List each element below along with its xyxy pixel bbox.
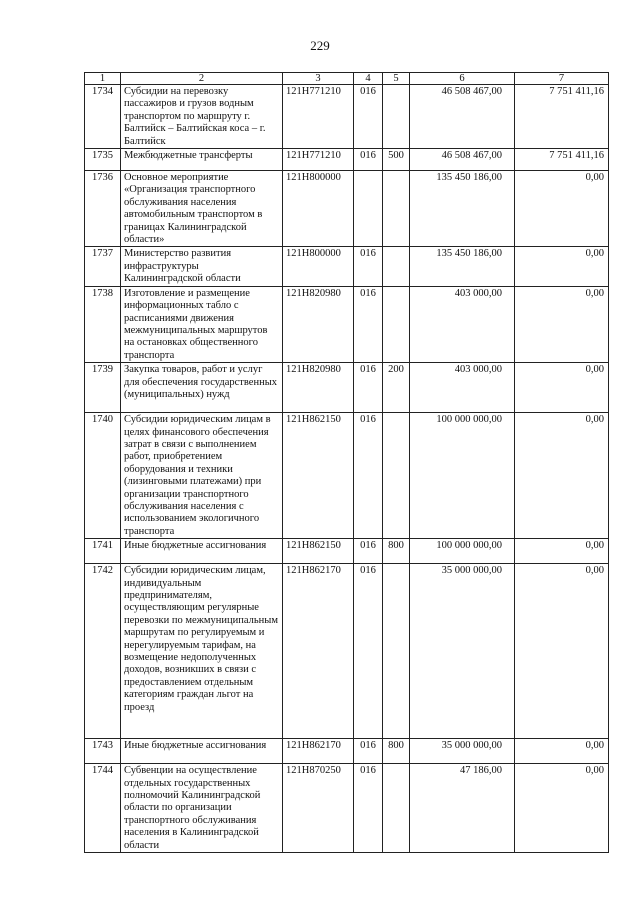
row-name: Иные бюджетные ассигнования — [121, 539, 283, 564]
row-code: 121Н862150 — [283, 539, 354, 564]
table-row — [85, 171, 609, 247]
row-code: 121Н862170 — [283, 739, 354, 764]
row-name: Иные бюджетные ассигнования — [121, 739, 283, 764]
row-name: Субсидии на перевозку пассажиров и грузов водным транспортом по маршруту г. Балтийск – Балтийская коса – г. Балтийск — [121, 85, 283, 149]
row-code: 121Н820980 — [283, 286, 354, 362]
row-ved: 016 — [354, 539, 383, 564]
row-number: 1740 — [85, 413, 121, 539]
row-ved: 016 — [354, 413, 383, 539]
row-vr — [383, 413, 410, 539]
row-sum-2022: 7 751 411,16 — [515, 85, 609, 149]
row-vr — [383, 85, 410, 149]
row-vr — [383, 564, 410, 739]
column-header: 2 — [121, 73, 283, 85]
table-row — [85, 85, 609, 149]
row-sum-2021: 403 000,00 — [410, 363, 515, 413]
column-header: 7 — [515, 73, 609, 85]
row-sum-2021: 135 450 186,00 — [410, 247, 515, 286]
page-number: 229 — [310, 38, 330, 53]
row-vr — [383, 247, 410, 286]
row-code: 121Н800000 — [283, 247, 354, 286]
row-number: 1743 — [85, 739, 121, 764]
row-sum-2021: 46 508 467,00 — [410, 149, 515, 171]
row-sum-2021: 35 000 000,00 — [410, 564, 515, 739]
row-vr: 800 — [383, 539, 410, 564]
row-number: 1738 — [85, 286, 121, 362]
row-name: Межбюджетные трансферты — [121, 149, 283, 171]
row-sum-2022: 0,00 — [515, 539, 609, 564]
table-row — [85, 539, 609, 564]
table-row — [85, 363, 609, 413]
row-number: 1736 — [85, 171, 121, 247]
row-sum-2021: 100 000 000,00 — [410, 539, 515, 564]
row-name: Министерство развития инфраструктуры Калининградской области — [121, 247, 283, 286]
row-name: Субсидии юридическим лицам в целях финансового обеспечения затрат в связи с выполнением работ, приобретением оборудования и техники (лизинговыми платежами) при организации транспортного обслуживания населения с использованием экологичного транспорта — [121, 413, 283, 539]
row-ved: 016 — [354, 286, 383, 362]
row-code: 121Н771210 — [283, 149, 354, 171]
row-vr: 200 — [383, 363, 410, 413]
row-ved: 016 — [354, 564, 383, 739]
column-header: 4 — [354, 73, 383, 85]
row-code: 121Н820980 — [283, 363, 354, 413]
row-vr — [383, 764, 410, 853]
column-header: 5 — [383, 73, 410, 85]
row-number: 1742 — [85, 564, 121, 739]
row-sum-2021: 35 000 000,00 — [410, 739, 515, 764]
row-number: 1741 — [85, 539, 121, 564]
row-name: Закупка товаров, работ и услуг для обеспечения государственных (муниципальных) нужд — [121, 363, 283, 413]
table-row — [85, 564, 609, 739]
row-sum-2021: 100 000 000,00 — [410, 413, 515, 539]
row-sum-2022: 7 751 411,16 — [515, 149, 609, 171]
column-header: 6 — [410, 73, 515, 85]
row-sum-2021: 47 186,00 — [410, 764, 515, 853]
row-code: 121Н862170 — [283, 564, 354, 739]
table-row — [85, 247, 609, 286]
column-header: 1 — [85, 73, 121, 85]
row-ved: 016 — [354, 739, 383, 764]
row-code: 121Н862150 — [283, 413, 354, 539]
row-ved: 016 — [354, 363, 383, 413]
row-number: 1734 — [85, 85, 121, 149]
row-ved — [354, 171, 383, 247]
row-sum-2022: 0,00 — [515, 413, 609, 539]
row-sum-2022: 0,00 — [515, 247, 609, 286]
table-row — [85, 149, 609, 171]
row-code: 121Н771210 — [283, 85, 354, 149]
row-sum-2022: 0,00 — [515, 363, 609, 413]
row-number: 1739 — [85, 363, 121, 413]
row-number: 1744 — [85, 764, 121, 853]
row-sum-2022: 0,00 — [515, 564, 609, 739]
table-row — [85, 739, 609, 764]
row-ved: 016 — [354, 764, 383, 853]
row-sum-2022: 0,00 — [515, 286, 609, 362]
row-number: 1737 — [85, 247, 121, 286]
row-name: Изготовление и размещение информационных табло с расписаниями движения межмуниципальных маршрутов на остановках общественного транспорта — [121, 286, 283, 362]
row-vr — [383, 286, 410, 362]
row-sum-2021: 135 450 186,00 — [410, 171, 515, 247]
budget-table — [84, 72, 609, 853]
row-sum-2022: 0,00 — [515, 764, 609, 853]
row-ved: 016 — [354, 247, 383, 286]
row-sum-2021: 403 000,00 — [410, 286, 515, 362]
row-name: Субвенции на осуществление отдельных государственных полномочий Калининградской области по организации транспортного обслуживания населения в Калининградской области — [121, 764, 283, 853]
row-number: 1735 — [85, 149, 121, 171]
row-sum-2022: 0,00 — [515, 739, 609, 764]
table-row — [85, 413, 609, 539]
row-name: Основное мероприятие «Организация транспортного обслуживания населения автомобильным транспортом в границах Калининградской области» — [121, 171, 283, 247]
row-ved: 016 — [354, 85, 383, 149]
row-name: Субсидии юридическим лицам, индивидуальным предпринимателям, осуществляющим регулярные перевозки по межмуниципальным маршрутам по регулируемым и нерегулируемым тарифам, на возмещение недополученных доходов, возникших в связи с предоставлением отдельным категориям граждан льгот на проезд — [121, 564, 283, 739]
row-code: 121Н800000 — [283, 171, 354, 247]
row-vr — [383, 171, 410, 247]
column-header: 3 — [283, 73, 354, 85]
row-sum-2022: 0,00 — [515, 171, 609, 247]
row-vr: 800 — [383, 739, 410, 764]
row-sum-2021: 46 508 467,00 — [410, 85, 515, 149]
table-header-row — [85, 73, 609, 85]
row-code: 121Н870250 — [283, 764, 354, 853]
table-row — [85, 764, 609, 853]
row-ved: 016 — [354, 149, 383, 171]
row-vr: 500 — [383, 149, 410, 171]
table-row — [85, 286, 609, 362]
